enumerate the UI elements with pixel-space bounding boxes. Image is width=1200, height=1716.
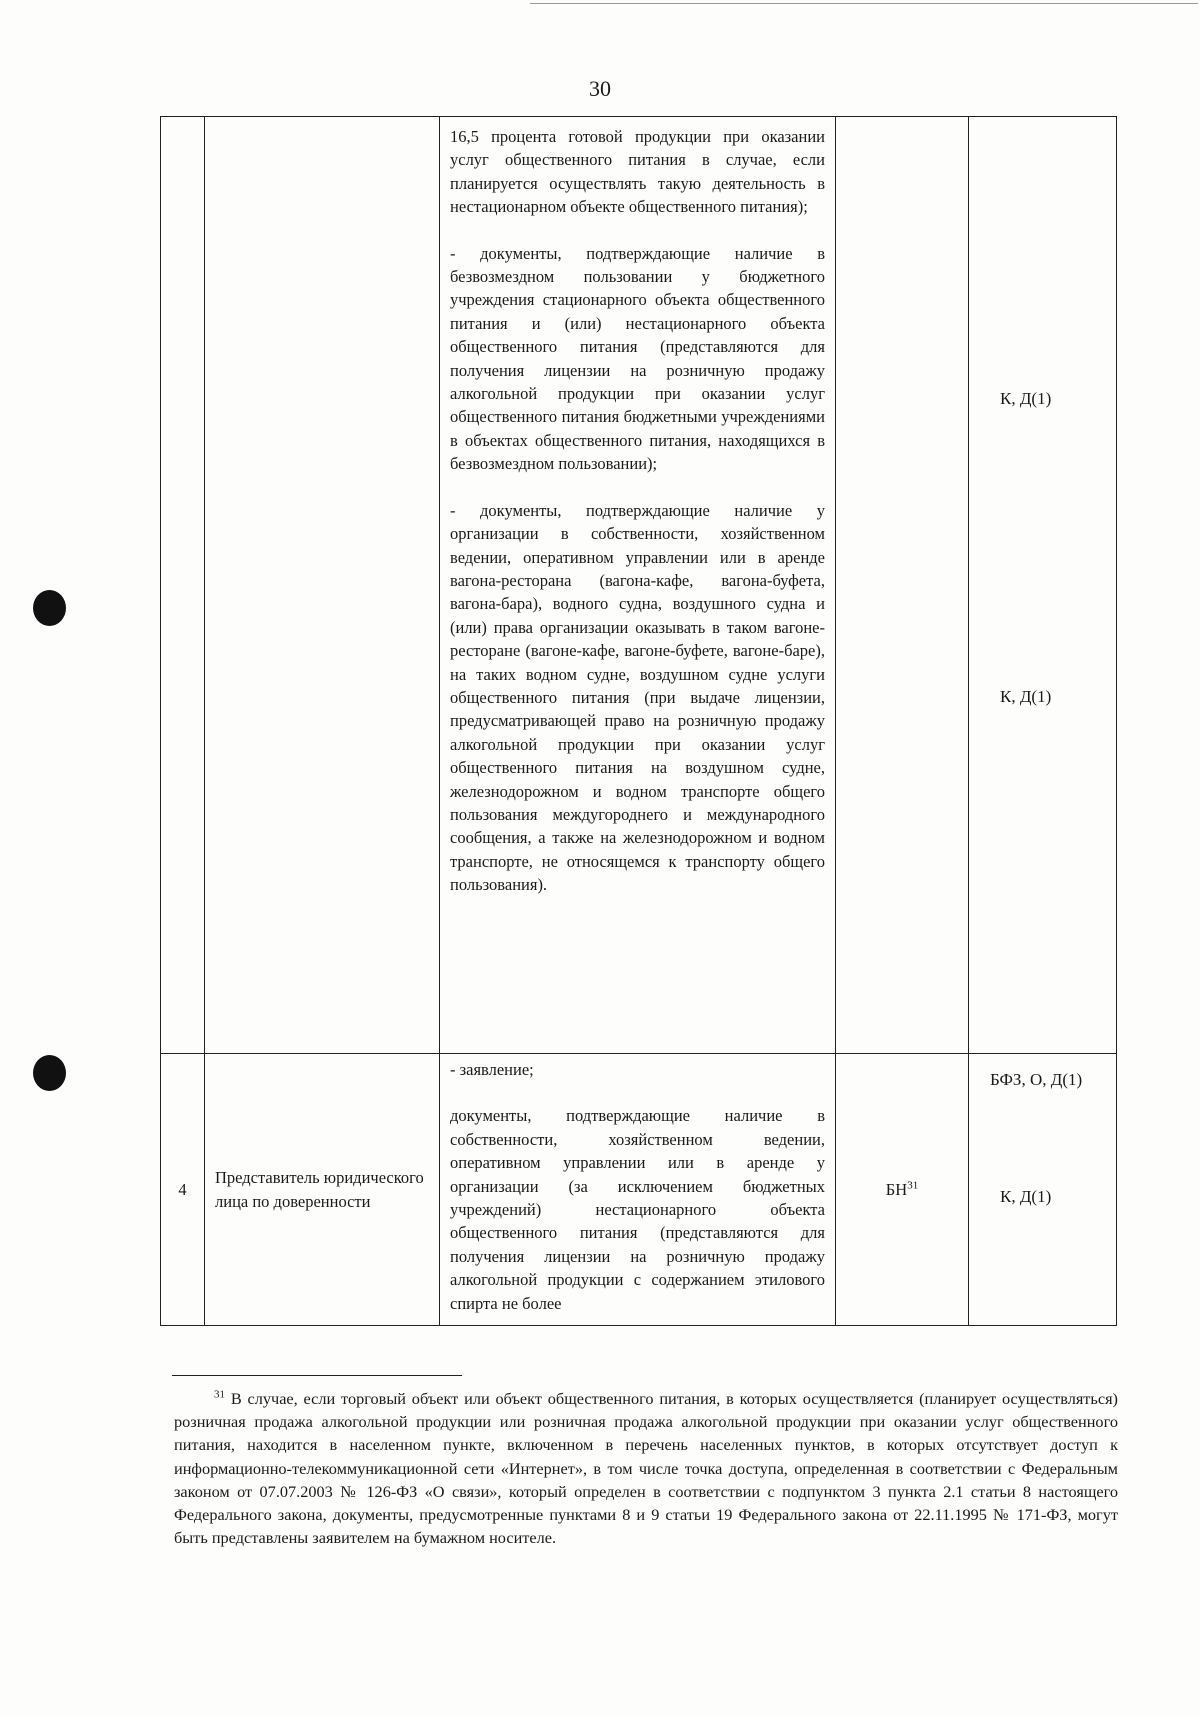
note-label: К, Д(1)	[1000, 389, 1052, 408]
applicant-label: Представитель юридического лица по доверенности	[215, 1168, 424, 1211]
footnote	[174, 1387, 1118, 1549]
note-label: К, Д(1)	[1000, 1187, 1052, 1206]
row-number-cell	[161, 1054, 205, 1326]
document-paragraph: - заявление;	[450, 1060, 534, 1079]
note-label: К, Д(1)	[1000, 687, 1052, 706]
footnote-separator	[172, 1375, 462, 1376]
document-paragraph: документы, подтверждающие наличие в собственности, хозяйственном ведении, оперативном управлении или в аренде у организации (за исключением бюджетных учреждений) нестационарного объекта общественного питания (представляются для получения лицензии на розничную продажу алкогольной продукции с содержанием этилового спирта не более	[450, 1106, 825, 1313]
footnote-text: В случае, если торговый объект или объект общественного питания, в которых осуществляется (планирует осуществляться) розничная продажа алкогольной продукции или розничная продажа алкогольной продукции при оказании услуг общественного питания, находится в населенном пункте, включенном в перечень населенных пунктов, в которых отсутствует доступ к информационно-телекоммуникационной сети «Интернет», в том числе точка доступа, определенная в соответствии с Федеральным законом от 07.07.2003 № 126-ФЗ «О связи», который определен в соответствии с подпунктом 3 пункта 2.1 статьи 8 настоящего Федерального закона, документы, предусмотренные пунктами 8 и 9 статьи 19 Федерального закона от 22.11.1995 № 171-ФЗ, могут быть представлены заявителем на бумажном носителе.	[174, 1389, 1118, 1548]
scan-top-edge-line	[530, 3, 1198, 4]
applicant-cell	[205, 1054, 440, 1326]
punch-hole-upper	[33, 590, 66, 626]
note-label: БФЗ, О, Д(1)	[990, 1070, 1083, 1089]
row-number-cell	[161, 117, 205, 1054]
code-cell	[836, 1054, 969, 1326]
applicant-cell	[205, 117, 440, 1054]
page-number: 30	[589, 76, 611, 101]
document-paragraph: - документы, подтверждающие наличие у организации в собственности, хозяйственном ведении, оперативном управлении или в аренде вагона-ресторана (вагона-кафе, вагона-буфета, вагона-бара), водного судна, воздушного судна и (или) права организации оказывать в таком вагоне-ресторане (вагоне-кафе, вагоне-буфете, вагоне-баре), на таких водном судне, воздушном судне услуги общественного питания (при выдаче лицензии, предусматривающей право на розничную продажу алкогольной продукции при оказании услуг общественного питания на воздушном судне, железнодорожном и водном транспорте общего пользования междугороднего и международного сообщения, а также на железнодорожном и водном транспорте, не относящемся к транспорту общего пользования).	[450, 500, 825, 895]
code-value: БН	[885, 1179, 908, 1199]
document-paragraph: 16,5 процента готовой продукции при оказании услуг общественного питания в случае, если планируется осуществлять такую деятельность в нестационарном объекте общественного питания);	[450, 127, 825, 217]
footnote-reference: 31	[907, 1179, 919, 1192]
document-paragraph: - документы, подтверждающие наличие в безвозмездном пользовании у бюджетного учреждения стационарного объекта общественного питания и (или) нестационарного объекта общественного питания (представляются для получения лицензии на розничную продажу алкогольной продукции при оказании услуг общественного питания бюджетными учреждениями в объектах общественного питания, находящихся в безвозмездном пользовании);	[450, 243, 825, 474]
punch-hole-lower	[33, 1055, 66, 1091]
row-number: 4	[178, 1179, 187, 1199]
footnote-marker: 31	[214, 1388, 225, 1401]
notes-cell	[969, 117, 1117, 1054]
documents-cell	[440, 117, 836, 1054]
code-cell	[836, 117, 969, 1054]
requirements-table	[160, 116, 1117, 1326]
table-row	[161, 117, 1117, 1054]
table-row	[161, 1054, 1117, 1326]
documents-cell	[440, 1054, 836, 1326]
